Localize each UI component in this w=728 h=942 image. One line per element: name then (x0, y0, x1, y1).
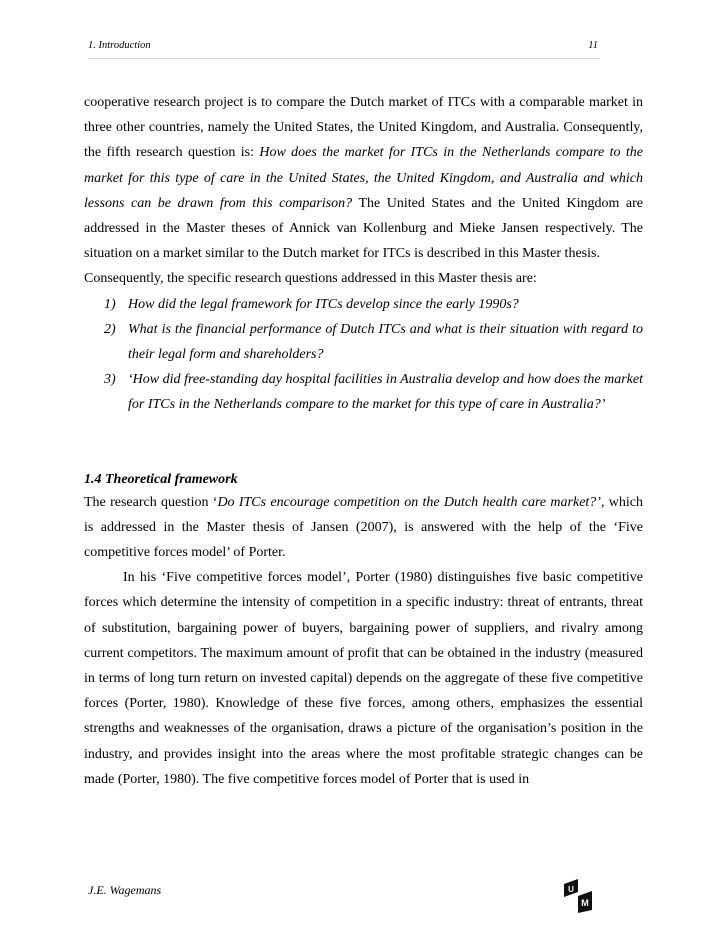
chapter-title: 1. Introduction (88, 40, 151, 51)
paragraph-text: cooperative research project is to compare the Dutch market of ITCs with a comparable market in three other countries, namely the United States, the United Kingdom, and Australia. Consequently, the fifth research question is: (84, 95, 643, 161)
paragraph-text: The research question ‘ (84, 494, 218, 510)
paragraph-text: , which is addressed in the Master thesis of Jansen (2007), is answered with the help of the ‘Five competitive forces model’ of Porter. (84, 494, 643, 561)
logo-letter-m: M (581, 898, 589, 908)
paragraph-research-project (84, 90, 643, 266)
list-item (104, 367, 643, 417)
list-number: 3) (104, 372, 116, 388)
research-question-quote: Do ITCs encourage competition on the Dutch health care market?’ (217, 494, 601, 510)
research-question-list (84, 292, 643, 418)
list-item (104, 317, 643, 367)
paragraph-porter-model: In his ‘Five competitive forces model’, Porter (1980) distinguishes five basic competitive forces which determine the intensity of competition in a specific industry: threat of entrants, threat of substitution, bargaining power of buyers, bargaining power of suppliers, and rivalry among current competitors. The maximum amount of profit that can be obtained in the industry (measured in terms of long turn return on invested capital) depends on the aggregate of these five competitive forces (Porter, 1980). Knowledge of these five forces, among others, emphasizes the essential strengths and weaknesses of the organisation, draws a picture of the organisation’s position in the industry, and provides insight into the areas where the most profitable strategic changes can be made (Porter, 1980). The five competitive forces model of Porter that is used in (84, 570, 643, 787)
university-logo (562, 878, 594, 914)
logo-letter-u: U (568, 885, 574, 894)
page-number: 11 (588, 40, 598, 51)
paragraph-text: The United States and the United Kingdom are addressed in the Master theses of Annick van Kollenburg and Mieke Jansen respectively. The situation on a market similar to the Dutch market for ITCs is described in this Master thesis. (84, 195, 643, 262)
list-item-text: ‘How did free-standing day hospital facilities in Australia develop and how does the market for ITCs in the Netherlands compare to the market for this type of care in Australia?’ (128, 372, 643, 413)
list-item-text: What is the financial performance of Dutch ITCs and what is their situation with regard to their legal form and shareholders? (128, 321, 643, 363)
paragraph-specific-questions: Consequently, the specific research questions addressed in this Master thesis are: (84, 271, 537, 287)
fifth-research-question: How does the market for ITCs in the Netherlands compare to the market for this type of care in the United States, the United Kingdom, and Australia and which lessons can be drawn from this comparison? (84, 145, 643, 211)
header-rule (88, 58, 600, 59)
page-body (84, 90, 643, 792)
footer-author: J.E. Wagemans (88, 883, 162, 897)
list-item-text: How did the legal framework for ITCs develop since the early 1990s? (128, 296, 519, 312)
paragraph-research-question (84, 490, 643, 566)
list-number: 2) (104, 321, 116, 337)
running-header (88, 40, 598, 56)
list-number: 1) (104, 296, 116, 312)
list-item (104, 292, 643, 317)
section-heading: 1.4 Theoretical framework (84, 471, 238, 487)
